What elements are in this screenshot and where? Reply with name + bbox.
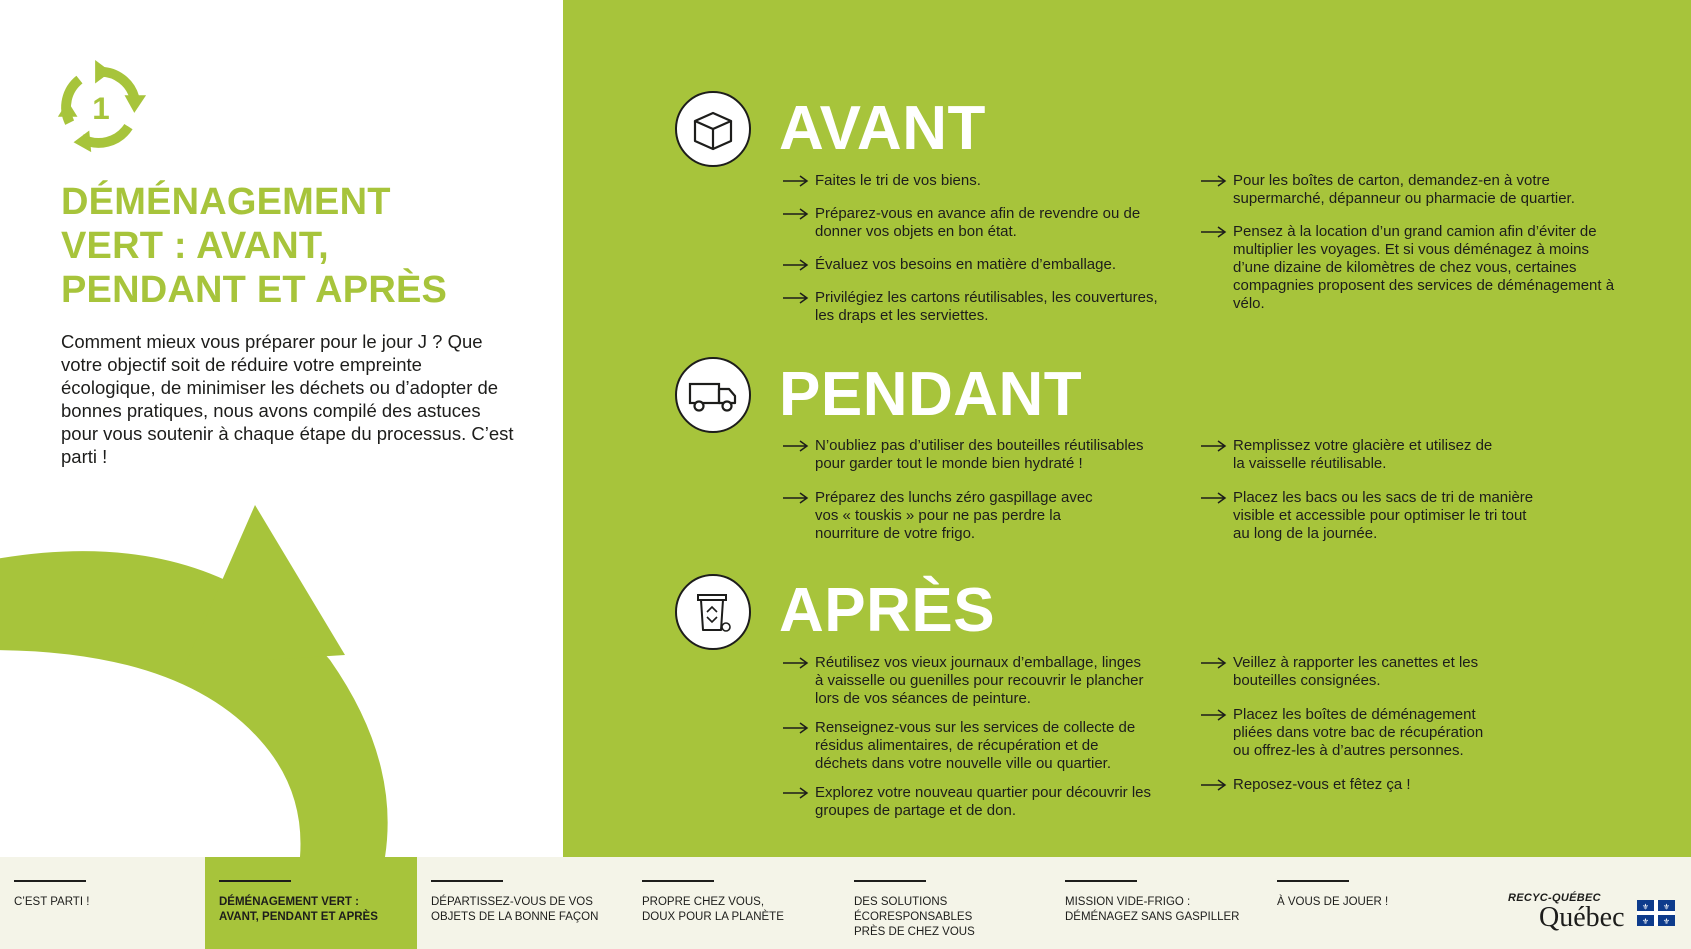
nav-item-label: MISSION VIDE-FRIGO : DÉMÉNAGEZ SANS GASPILLER <box>1065 896 1240 923</box>
list-item: Faites le tri de vos biens. <box>783 172 1173 190</box>
arrow-right-icon <box>1201 779 1227 791</box>
arrow-right-icon <box>1201 440 1227 452</box>
section-title-avant: AVANT <box>779 94 986 163</box>
nav-item-mission-vide-frigo[interactable] <box>1051 857 1263 949</box>
nav-item-label: C’EST PARTI ! <box>14 896 90 908</box>
brand-logo <box>1505 890 1675 940</box>
nav-item-a-vous-de-jouer[interactable] <box>1263 857 1475 949</box>
arrow-right-icon <box>783 259 809 271</box>
list-item: Reposez-vous et fêtez ça ! <box>1201 776 1501 794</box>
arrow-right-icon <box>783 175 809 187</box>
list-item: Placez les bacs ou les sacs de tri de manière visible et accessible pour optimiser le tri tout au long de la journée. <box>1201 489 1541 543</box>
recycling-bin-icon <box>675 574 751 650</box>
list-item: Placez les boîtes de déménagement pliées dans votre bac de récupération ou offrez-les à d’autres personnes. <box>1201 706 1501 760</box>
list-item: Renseignez-vous sur les services de collecte de résidus alimentaires, de récupération et de déchets dans votre nouvelle ville ou quartier. <box>783 719 1153 773</box>
arrow-right-icon <box>783 787 809 799</box>
left-panel <box>0 0 563 857</box>
nav-divider <box>219 880 291 882</box>
list-item: Explorez votre nouveau quartier pour découvrir les groupes de partage et de don. <box>783 784 1153 820</box>
arrow-right-icon <box>783 292 809 304</box>
nav-item-solutions-ecoresponsables[interactable] <box>840 857 1052 949</box>
arrow-right-icon <box>783 722 809 734</box>
title-line: DÉMÉNAGEMENT <box>61 181 391 223</box>
quebec-flag-icon <box>1637 900 1675 926</box>
list-item: Privilégiez les cartons réutilisables, les couvertures, les draps et les serviettes. <box>783 289 1173 325</box>
intro-paragraph: Comment mieux vous préparer pour le jour J ? Que votre objectif soit de réduire votre empreinte écologique, de minimiser les déchets ou d’adopter de bonnes pratiques, nous avons compilé des astuces pour vous soutenir à chaque étape du processus. C’est parti ! <box>61 331 514 467</box>
section-title-pendant: PENDANT <box>779 360 1083 429</box>
box-icon <box>675 91 751 167</box>
nav-item-label: DÉPARTISSEZ-VOUS DE VOS OBJETS DE LA BONNE FAÇON <box>431 896 599 923</box>
nav-item-label: PROPRE CHEZ VOUS, DOUX POUR LA PLANÈTE <box>642 896 784 923</box>
tips-panel <box>563 0 1691 857</box>
svg-text:⚜: ⚜ <box>1641 902 1650 912</box>
nav-divider <box>1065 880 1137 882</box>
list-item: Pensez à la location d’un grand camion afin d’éviter de multiplier les voyages. Et si vous déménagez à moins d’une dizaine de kilomètres de chez vous, certaines compagnies proposent des services de déménagement à vélo. <box>1201 223 1621 313</box>
nav-divider <box>1277 880 1349 882</box>
arrow-right-icon <box>783 440 809 452</box>
list-item: Remplissez votre glacière et utilisez de la vaisselle réutilisable. <box>1201 437 1503 473</box>
arrow-right-icon <box>1201 657 1227 669</box>
page-title <box>61 180 541 312</box>
brand-small-text: RECYC-QUÉBEC <box>1508 892 1601 904</box>
section-title-apres: APRÈS <box>779 576 996 645</box>
svg-text:⚜: ⚜ <box>1662 902 1671 912</box>
footer-nav <box>0 857 1691 949</box>
pendant-right-list <box>1201 437 1541 543</box>
nav-item-cest-parti[interactable] <box>0 857 212 949</box>
avant-left-list <box>783 172 1173 325</box>
nav-item-propre-chez-vous[interactable] <box>628 857 840 949</box>
arrow-right-icon <box>1201 175 1227 187</box>
arrow-right-icon <box>1201 709 1227 721</box>
list-item: Réutilisez vos vieux journaux d’emballage, linges à vaisselle ou guenilles pour recouvrir le plancher lors de vos séances de peinture. <box>783 654 1153 708</box>
list-item: Préparez des lunchs zéro gaspillage avec vos « touskis » pour ne pas perdre la nourriture de votre frigo. <box>783 489 1105 543</box>
nav-divider <box>14 880 86 882</box>
nav-item-label: À VOUS DE JOUER ! <box>1277 896 1389 908</box>
brand-name: Québec <box>1539 902 1625 933</box>
avant-right-list <box>1201 172 1621 313</box>
svg-text:⚜: ⚜ <box>1641 917 1650 926</box>
pendant-left-list <box>783 437 1173 543</box>
recycle-step-icon <box>52 58 150 156</box>
truck-icon <box>675 357 751 433</box>
apres-right-list <box>1201 654 1501 794</box>
nav-divider <box>854 880 926 882</box>
nav-item-demenagement-vert[interactable] <box>205 857 417 949</box>
nav-divider <box>642 880 714 882</box>
title-line: VERT : AVANT, <box>61 225 329 267</box>
list-item: N’oubliez pas d’utiliser des bouteilles réutilisables pour garder tout le monde bien hydraté ! <box>783 437 1173 473</box>
nav-item-label: DÉMÉNAGEMENT VERT : AVANT, PENDANT ET APRÈS <box>219 896 378 923</box>
svg-text:⚜: ⚜ <box>1662 917 1671 926</box>
nav-divider <box>431 880 503 882</box>
arrow-right-icon <box>1201 492 1227 504</box>
arrow-right-icon <box>783 492 809 504</box>
nav-item-label: DES SOLUTIONS ÉCORESPONSABLES PRÈS DE CHEZ VOUS <box>854 896 975 938</box>
apres-left-list <box>783 654 1153 820</box>
title-line: PENDANT ET APRÈS <box>61 269 448 311</box>
arrow-right-icon <box>1201 226 1227 238</box>
list-item: Pour les boîtes de carton, demandez-en à votre supermarché, dépanneur ou pharmacie de quartier. <box>1201 172 1621 208</box>
step-number: 1 <box>92 90 110 126</box>
list-item: Préparez-vous en avance afin de revendre ou de donner vos objets en bon état. <box>783 205 1173 241</box>
list-item: Évaluez vos besoins en matière d’emballage. <box>783 256 1173 274</box>
arrow-right-icon <box>783 208 809 220</box>
arrow-right-icon <box>783 657 809 669</box>
list-item: Veillez à rapporter les canettes et les bouteilles consignées. <box>1201 654 1501 690</box>
nav-item-departissez-vous[interactable] <box>417 857 629 949</box>
